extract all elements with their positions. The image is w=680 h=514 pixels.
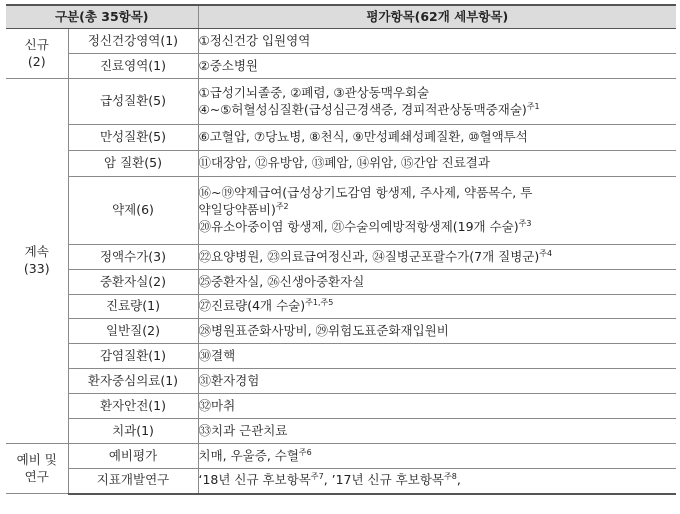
- footnote-marker: 주1: [526, 101, 540, 111]
- table-row: [6, 419, 676, 444]
- items-cell: ㉛환자경험: [198, 369, 676, 394]
- items-cell: ㉗진료량(4개 수술)$^{주1,주5}$: [198, 295, 676, 319]
- table-row: [6, 344, 676, 369]
- footnote-marker: 주1,주5: [305, 297, 334, 307]
- category-cell: 일반질(2): [68, 319, 198, 344]
- table-row: [6, 245, 676, 270]
- header-items: 평가항목(62개 세부항목): [198, 5, 676, 29]
- category-cell: 환자안전(1): [68, 394, 198, 419]
- table-row: [6, 369, 676, 394]
- category-cell: 진료량(1): [68, 295, 198, 319]
- table-row: [6, 29, 676, 54]
- footnote-marker: 주6: [298, 447, 312, 457]
- footnote-marker: 주4: [539, 248, 553, 258]
- items-cell: ㉚결핵: [198, 344, 676, 369]
- items-cell: ①급성기뇌졸중, ②폐렴, ③관상동맥우회술 ④~⑤허혈성심질환(급성심근경색증, 경피적관상동맥중재술)$^{주1}$: [198, 79, 676, 125]
- table-row: [6, 444, 676, 469]
- table-row: [6, 319, 676, 344]
- items-cell: ㉝치과 근관치료: [198, 419, 676, 444]
- category-cell: 예비평가: [68, 444, 198, 469]
- category-cell: 약제(6): [68, 177, 198, 245]
- footnote-marker: 주3: [518, 218, 532, 228]
- table-row: [6, 79, 676, 125]
- table-row: [6, 151, 676, 177]
- table-row: [6, 177, 676, 245]
- category-cell: 환자중심의료(1): [68, 369, 198, 394]
- category-cell: 진료영역(1): [68, 54, 198, 79]
- category-cell: 급성질환(5): [68, 79, 198, 125]
- header-row: [6, 5, 676, 29]
- items-cell: 치매, 우울증, 수혈$^{주6}$: [198, 444, 676, 469]
- items-cell: ㉒요양병원, ㉓의료급여정신과, ㉔질병군포괄수가(7개 질병군)$^{주4}$: [198, 245, 676, 270]
- items-cell: ②중소병원: [198, 54, 676, 79]
- items-cell: ㉕중환자실, ㉖신생아중환자실: [198, 270, 676, 295]
- group-preliminary-research: 예비 및 연구: [6, 444, 68, 494]
- category-cell: 만성질환(5): [68, 125, 198, 151]
- items-cell: ‘18년 신규 후보항목$^{주7}$, ’17년 신규 후보항목$^{주8}$,: [198, 469, 676, 494]
- table-row: [6, 125, 676, 151]
- items-cell: ⑪대장암, ⑫유방암, ⑬폐암, ⑭위암, ⑮간암 진료결과: [198, 151, 676, 177]
- table-row: [6, 394, 676, 419]
- items-cell: ①정신건강 입원영역: [198, 29, 676, 54]
- table-row: [6, 270, 676, 295]
- header-category: 구분(총 35항목): [6, 5, 198, 29]
- items-cell: ㉘병원표준화사망비, ㉙위험도표준화재입원비: [198, 319, 676, 344]
- footnote-marker: 주7: [310, 472, 324, 482]
- items-cell: ㉜마취: [198, 394, 676, 419]
- footnote-marker: 주2: [275, 201, 289, 211]
- group-continuing: 계속 (33): [6, 79, 68, 444]
- items-cell: ⑥고혈압, ⑦당뇨병, ⑧천식, ⑨만성폐쇄성폐질환, ⑩혈액투석: [198, 125, 676, 151]
- category-cell: 중환자실(2): [68, 270, 198, 295]
- table-row: [6, 469, 676, 494]
- table-row: [6, 295, 676, 319]
- table-row: [6, 54, 676, 79]
- category-cell: 감염질환(1): [68, 344, 198, 369]
- category-cell: 지표개발연구: [68, 469, 198, 494]
- evaluation-items-table: [6, 4, 676, 495]
- category-cell: 정신건강영역(1): [68, 29, 198, 54]
- category-cell: 정액수가(3): [68, 245, 198, 270]
- footnote-marker: 주8: [444, 472, 457, 482]
- group-new: 신규 (2): [6, 29, 68, 79]
- category-cell: 치과(1): [68, 419, 198, 444]
- category-cell: 암 질환(5): [68, 151, 198, 177]
- items-cell: ⑯~⑲약제급여(급성상기도감염 항생제, 주사제, 약품목수, 투 약일당약품비)$^{주2}$ ⑳유소아중이염 항생제, ㉑수술의예방적항생제(19개 수술)$^{주3}$: [198, 177, 676, 245]
